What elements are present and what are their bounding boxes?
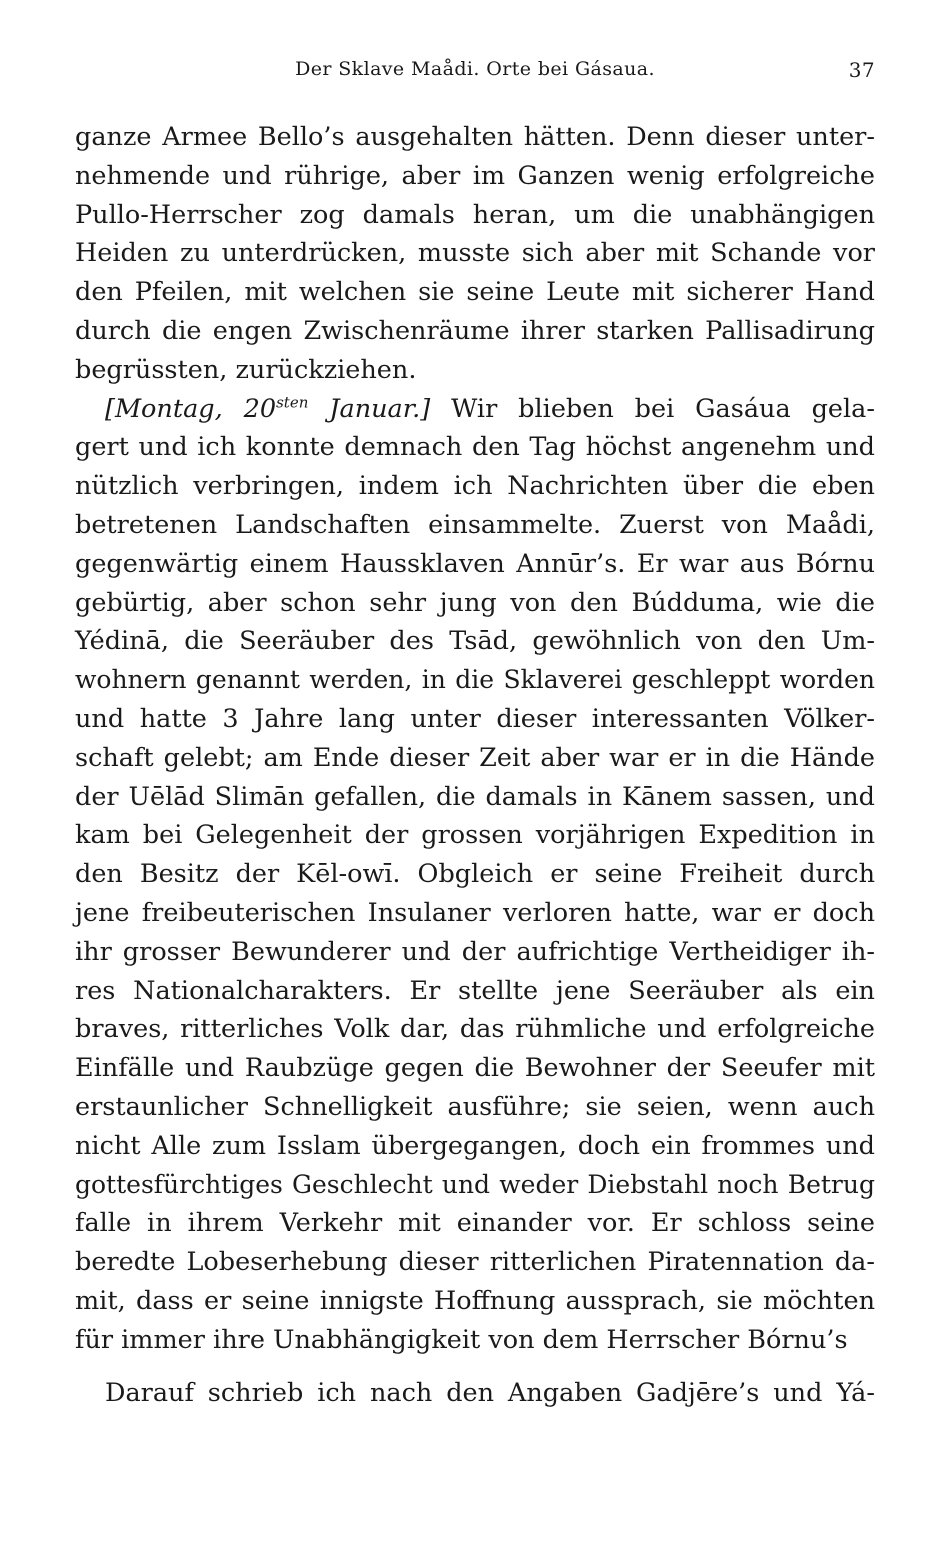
text-line: ganze Armee Bello’s ausgehalten hätten. Denn dieser unter-: [75, 122, 875, 152]
text-line: den Besitz der Kēl-owī. Obgleich er seine Freiheit durch: [75, 859, 875, 890]
text-run: Wir blieben bei Gasáua gela-: [430, 393, 875, 424]
text-line: kam bei Gelegenheit der grossen vorjährigen Expedition in: [75, 820, 875, 851]
text-line: beredte Lobeserhebung dieser ritterlichen Piratennation da-: [75, 1247, 875, 1278]
text-line: nehmende und rührige, aber im Ganzen wenig erfolgreiche: [75, 160, 875, 191]
body-text: [75, 118, 875, 1412]
text-line: begrüssten, zurückziehen.: [75, 354, 417, 385]
text-line-date: [75, 390, 875, 429]
text-line: falle in ihrem Verkehr mit einander vor. Er schloss seine: [75, 1208, 875, 1239]
text-line: mit, dass er seine innigste Hoffnung aussprach, sie möchten: [75, 1285, 875, 1316]
paragraph-gap: [75, 1360, 875, 1374]
text-line: Darauf schrieb ich nach den Angaben Gadjēre’s und Yá-: [105, 1377, 875, 1408]
page-number: 37: [848, 58, 875, 82]
paragraph-2: [75, 390, 875, 1360]
date-superscript: sten: [276, 393, 309, 412]
text-line: durch die engen Zwischenräume ihrer starken Pallisadirung: [75, 315, 875, 346]
text-line: Yédinā, die Seeräuber des Tsād, gewöhnlich von den Um-: [75, 626, 875, 657]
text-line: res Nationalcharakters. Er stellte jene Seeräuber als ein: [75, 975, 875, 1006]
text-line: erstaunlicher Schnelligkeit ausführe; sie seien, wenn auch: [75, 1091, 875, 1122]
text-line: gebürtig, aber schon sehr jung von den Búdduma, wie die: [75, 587, 875, 618]
text-line: braves, ritterliches Volk dar, das rühmliche und erfolgreiche: [75, 1014, 875, 1045]
text-line: den Pfeilen, mit welchen sie seine Leute mit sicherer Hand: [75, 277, 875, 308]
text-line: nicht Alle zum Isslam übergegangen, doch ein frommes und: [75, 1130, 875, 1161]
running-head: [75, 58, 875, 98]
text-line: wohnern genannt werden, in die Sklaverei geschleppt worden: [75, 665, 875, 695]
text-line: Pullo-Herrscher zog damals heran, um die unabhängigen: [75, 199, 875, 230]
text-line: nützlich verbringen, indem ich Nachrichten über die eben: [75, 471, 875, 502]
text-line: jene freibeuterischen Insulaner verloren hatte, war er doch: [75, 897, 875, 928]
text-line: gegenwärtig einem Haussklaven Annūr’s. Er war aus Bórnu: [75, 548, 875, 579]
text-line: und hatte 3 Jahre lang unter dieser interessanten Völker-: [75, 703, 875, 734]
text-line: ihr grosser Bewunderer und der aufrichtige Vertheidiger ih-: [75, 936, 875, 967]
text-line: für immer ihre Unabhängigkeit von dem Herrscher Bórnu’s: [75, 1324, 848, 1355]
date-heading-end: Januar.]: [308, 393, 431, 424]
text-line: gottesfürchtiges Geschlecht und weder Diebstahl noch Betrug: [75, 1169, 875, 1199]
text-line: gert und ich konnte demnach den Tag höchst angenehm und: [75, 432, 875, 463]
text-line: schaft gelebt; am Ende dieser Zeit aber war er in die Hände: [75, 742, 875, 773]
paragraph-3: [75, 1374, 875, 1413]
running-title: Der Sklave Maådi. Orte bei Gásaua.: [295, 58, 655, 80]
text-line: betretenen Landschaften einsammelte. Zuerst von Maådi,: [75, 509, 875, 540]
text-line: Einfälle und Raubzüge gegen die Bewohner der Seeufer mit: [75, 1053, 875, 1084]
text-line: Heiden zu unterdrücken, musste sich aber mit Schande vor: [75, 238, 875, 269]
text-line: der Uēlād Slimān gefallen, die damals in Kānem sassen, und: [75, 781, 875, 812]
paragraph-1: [75, 118, 875, 390]
date-heading: [Montag, 20: [105, 393, 277, 424]
